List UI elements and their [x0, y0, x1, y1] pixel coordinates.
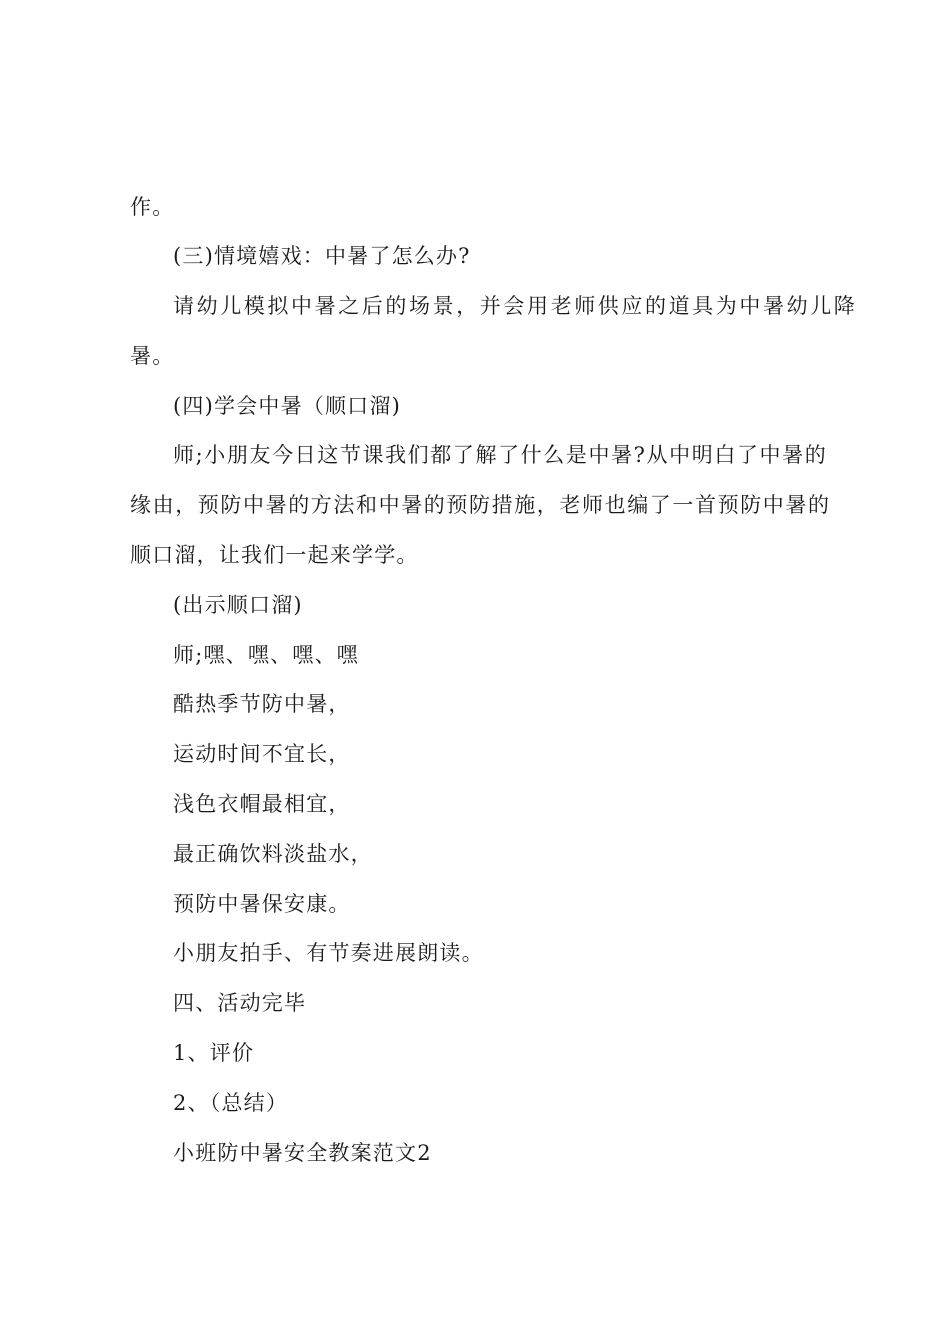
paragraph-continuation: 作。: [130, 195, 175, 219]
rhyme-line: 最正确饮料淡盐水，: [173, 842, 373, 866]
section-heading-rhyme: (四)学会中暑（顺口溜): [173, 394, 401, 418]
document-title: 小班防中暑安全教案范文2: [173, 1141, 432, 1165]
rhyme-line: 运动时间不宜长，: [173, 742, 351, 766]
rhyme-line: 浅色衣帽最相宜，: [173, 792, 351, 816]
paragraph-text: 请幼儿模拟中暑之后的场景，并会用老师供应的道具为中暑幼儿降: [173, 294, 858, 318]
list-item: 1、评价: [173, 1041, 255, 1065]
section-heading-situation-game: (三)情境嬉戏：中暑了怎么办?: [173, 244, 471, 268]
rhyme-line: 酷热季节防中暑，: [173, 692, 351, 716]
paragraph-continuation: 缘由，预防中暑的方法和中暑的预防措施，老师也编了一首预防中暑的: [130, 493, 831, 517]
paragraph-text: 小朋友拍手、有节奏进展朗读。: [173, 941, 484, 965]
rhyme-line: 师;嘿、嘿、嘿、嘿: [173, 643, 359, 667]
section-heading-activity-end: 四、活动完毕: [173, 991, 307, 1015]
stage-direction: (出示顺口溜): [173, 593, 303, 617]
paragraph-continuation: 顺口溜，让我们一起来学学。: [130, 543, 419, 567]
list-item: 2、（总结）: [173, 1091, 289, 1115]
paragraph-text: 师;小朋友今日这节课我们都了解了什么是中暑?从中明白了中暑的: [173, 443, 828, 467]
paragraph-continuation: 暑。: [130, 344, 175, 368]
rhyme-line: 预防中暑保安康。: [173, 892, 351, 916]
